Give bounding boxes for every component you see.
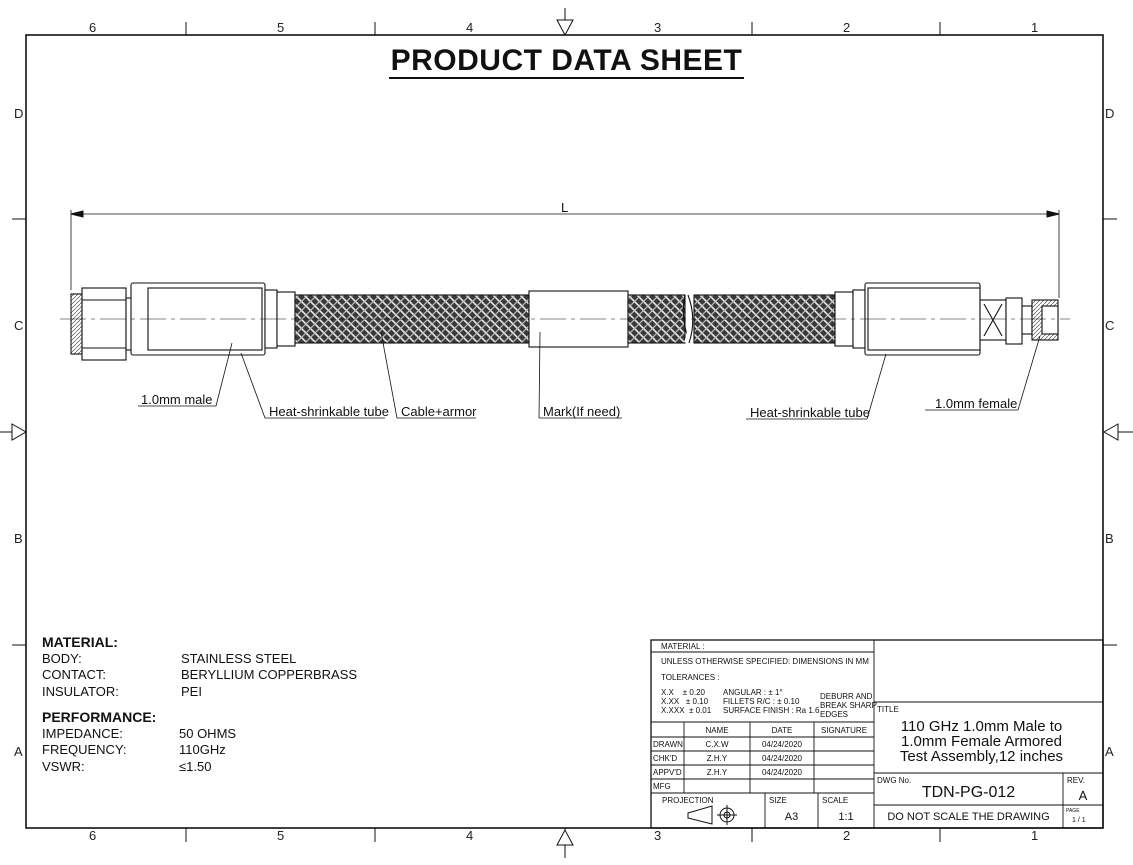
tb-angular: ANGULAR : ± 1° — [723, 688, 783, 697]
dimension-label-l: L — [561, 200, 569, 215]
tb-row-name: C.X.W — [705, 740, 729, 749]
tb-tol-xx: X.XX ± 0.10 — [661, 697, 709, 706]
callout-heat-shrink-right: Heat-shrinkable tube — [750, 405, 870, 420]
material-value: BERYLLIUM COPPERBRASS — [181, 667, 358, 682]
tb-col-signature: SIGNATURE — [820, 726, 868, 735]
performance-value: 50 OHMS — [179, 725, 237, 741]
performance-label: VSWR: — [42, 758, 85, 774]
tb-tol-x: X.X ± 0.20 — [661, 688, 705, 697]
zone-row-left-a: A — [14, 744, 23, 759]
tb-title-line-3: Test Assembly,12 inches — [899, 748, 1064, 765]
material-row — [42, 651, 402, 668]
tb-title-line-2: 1.0mm Female Armored — [901, 733, 1062, 750]
callout-cable-armor: Cable+armor — [401, 404, 477, 419]
tb-do-not-scale: DO NOT SCALE THE DRAWING — [887, 811, 1050, 823]
tb-col-name: NAME — [705, 726, 729, 735]
zone-col-bottom-2: 2 — [843, 828, 851, 843]
tb-unless-note: UNLESS OTHERWISE SPECIFIED: DIMENSIONS IN MM — [661, 657, 869, 666]
tb-tolerances-label: TOLERANCES : — [661, 673, 720, 682]
tb-title-line-1: 110 GHz 1.0mm Male to — [900, 718, 1063, 735]
callout-mark: Mark(If need) — [543, 404, 621, 419]
tb-row-name: Z.H.Y — [706, 754, 728, 763]
material-value: PEI — [181, 683, 202, 699]
tb-col-date: DATE — [771, 726, 793, 735]
performance-row — [42, 759, 402, 776]
tb-deburr-3: EDGES — [820, 710, 849, 719]
performance-value: 110GHz — [179, 742, 226, 757]
material-row — [42, 684, 402, 701]
zone-col-bottom-3: 3 — [654, 828, 662, 843]
cable-assembly — [60, 283, 1070, 360]
zone-col-bottom-6: 6 — [89, 828, 97, 843]
zone-col-top-2: 2 — [843, 20, 851, 35]
zone-row-right-c: C — [1105, 318, 1115, 333]
tb-row-role: DRAWN — [653, 740, 683, 749]
tb-row-date: 04/24/2020 — [761, 740, 803, 749]
page-title: PRODUCT DATA SHEET — [390, 44, 743, 77]
material-label: CONTACT: — [42, 667, 107, 682]
material-label: BODY: — [42, 650, 82, 666]
performance-label: IMPEDANCE: — [42, 725, 123, 741]
tb-scale-label: SCALE — [822, 796, 849, 805]
tb-title-label: TITLE — [877, 705, 899, 714]
tb-size-label: SIZE — [769, 796, 787, 805]
tb-row-date: 04/24/2020 — [761, 768, 803, 777]
tb-row-name: Z.H.Y — [706, 768, 728, 777]
tb-tol-xxx: X.XXX ± 0.01 — [661, 706, 712, 715]
tb-material-label: MATERIAL : — [661, 642, 705, 651]
callout-female-connector: 1.0mm female — [935, 396, 1018, 411]
tb-row-role: CHK'D — [653, 754, 678, 763]
tb-page-label: PAGE — [1066, 808, 1080, 814]
zone-col-top-5: 5 — [277, 20, 285, 35]
female-connector-body — [1006, 298, 1022, 344]
tb-rev-value: A — [1078, 788, 1088, 803]
performance-label: FREQUENCY: — [42, 742, 127, 757]
male-connector-tip — [71, 294, 82, 354]
male-coupling-nut — [82, 288, 126, 360]
tb-deburr-2: BREAK SHARP — [820, 701, 877, 710]
tb-fillets: FILLETS R/C : ± 0.10 — [723, 697, 800, 706]
zone-col-top-3: 3 — [654, 20, 662, 35]
performance-row — [42, 726, 402, 743]
zone-col-top-4: 4 — [466, 20, 474, 35]
zone-row-left-c: C — [14, 318, 24, 333]
material-value: STAINLESS STEEL — [181, 650, 297, 666]
tb-row-role: APPV'D — [653, 768, 682, 777]
performance-row — [42, 742, 402, 759]
zone-col-top-6: 6 — [89, 20, 97, 35]
tb-row-role: MFG — [653, 782, 671, 791]
material-row — [42, 667, 402, 684]
tb-deburr-1: DEBURR AND — [820, 692, 873, 701]
zone-row-right-a: A — [1105, 744, 1114, 759]
zone-row-right-d: D — [1105, 106, 1115, 121]
tb-surface: SURFACE FINISH : Ra 1.6 — [723, 706, 820, 715]
zone-row-right-b: B — [1105, 531, 1114, 546]
projection-symbol-icon — [688, 805, 737, 825]
zone-row-left-b: B — [14, 531, 23, 546]
tb-row-date: 04/24/2020 — [761, 754, 803, 763]
material-heading: MATERIAL: — [42, 634, 118, 650]
tb-rev-label: REV. — [1067, 776, 1085, 785]
zone-col-bottom-5: 5 — [277, 828, 285, 843]
tb-dwg-number: TDN-PG-012 — [921, 784, 1016, 801]
zone-col-bottom-4: 4 — [466, 828, 474, 843]
callout-heat-shrink-left: Heat-shrinkable tube — [269, 404, 389, 419]
material-label: INSULATOR: — [42, 683, 119, 699]
callout-male-connector: 1.0mm male — [141, 392, 213, 407]
tb-page-value: 1 / 1 — [1072, 817, 1086, 824]
performance-value: ≤1.50 — [179, 758, 212, 774]
tb-scale-value: 1:1 — [838, 811, 854, 823]
zone-col-top-1: 1 — [1031, 20, 1039, 35]
tb-projection-label: PROJECTION — [662, 796, 714, 805]
zone-col-bottom-1: 1 — [1031, 828, 1039, 843]
performance-heading: PERFORMANCE: — [42, 709, 157, 725]
material-section — [42, 634, 402, 775]
zone-row-left-d: D — [14, 106, 24, 121]
tb-size-value: A3 — [784, 811, 799, 823]
tb-dwg-label: DWG No. — [877, 776, 912, 785]
